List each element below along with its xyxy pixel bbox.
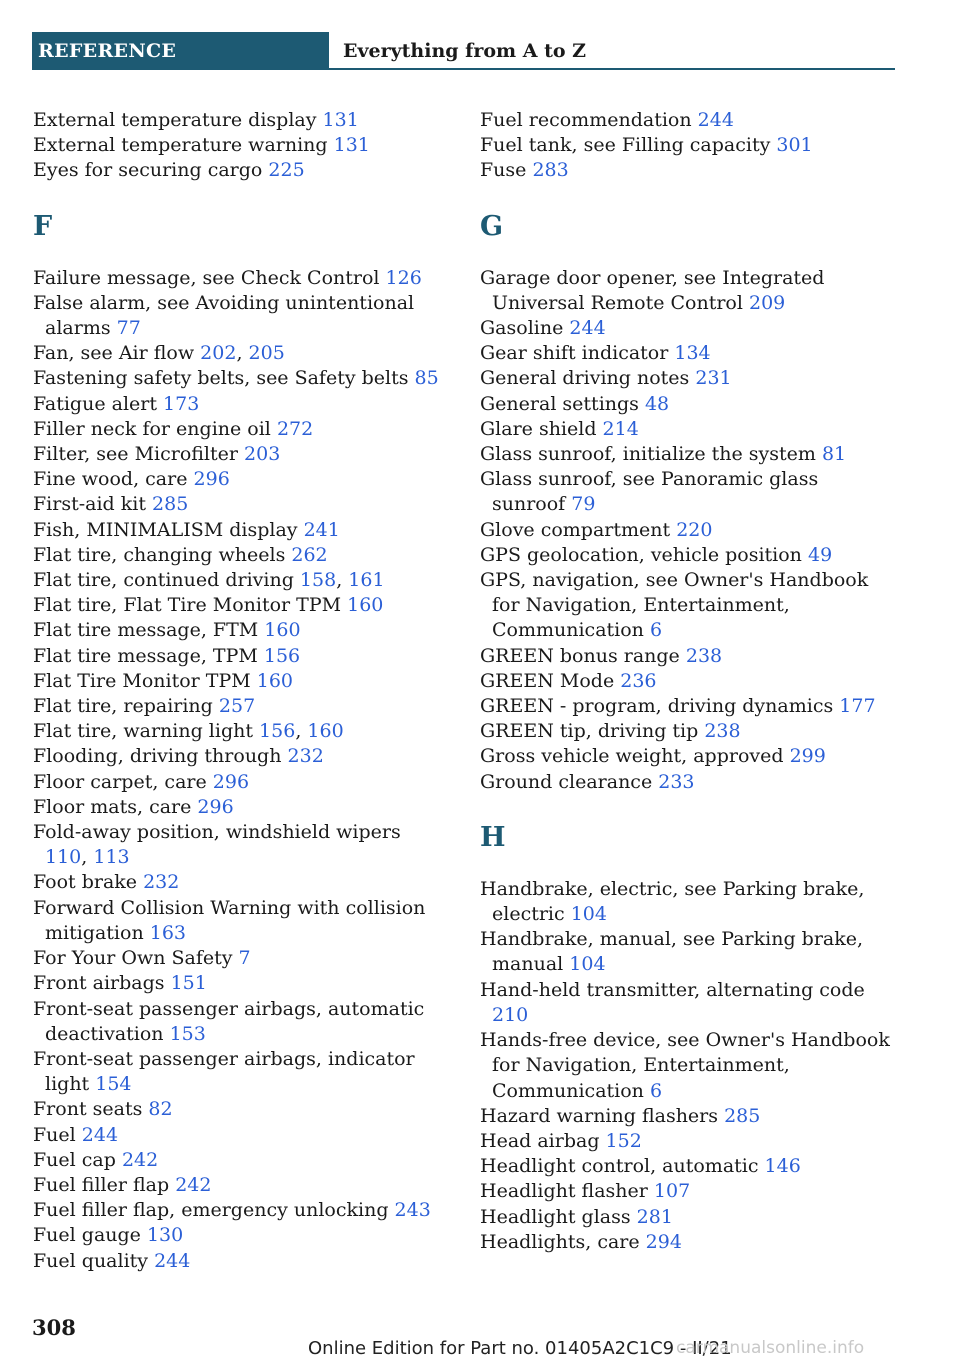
index-entry [480,543,895,568]
page-reference-link[interactable]: 146 [764,1155,801,1178]
index-entry: Fold-away position, windshield wipers 110, 113 [33,821,401,869]
page-number: 308 [32,1315,76,1340]
index-entry [33,618,448,643]
index-entry [33,417,448,442]
index-entry [33,291,448,341]
page-reference-link[interactable]: 173 [163,392,200,415]
index-entry-text: Fan, see Air flow [33,342,195,365]
index-entry [33,133,448,158]
page-reference-link[interactable]: 154 [95,1073,132,1096]
page-reference-link[interactable]: 281 [636,1205,673,1228]
header-title: Everything from A to Z [343,40,587,62]
index-entry [33,593,448,618]
index-entry-text: Hand-held transmitter, alternating code [480,978,865,1001]
page-reference-link[interactable]: 220 [676,518,713,541]
index-entry-text: Fuel filler flap [33,1173,170,1196]
page-reference-link[interactable]: 82 [148,1098,173,1121]
index-entry [33,795,448,820]
index-entry [480,1205,895,1230]
index-entry [480,108,895,133]
index-entry-text: Fuel gauge [33,1224,141,1247]
page-header [32,32,895,70]
index-entry-text: Flat tire, warning light [33,720,253,743]
page-reference-link[interactable]: 151 [170,972,207,995]
index-entry [33,744,448,769]
index-entry-text: GREEN Mode [480,669,615,692]
index-entry [480,1230,895,1255]
index-entry-text: Flat Tire Monitor TPM [33,669,251,692]
index-entry-text: GREEN - program, driving dynamics [480,695,834,718]
index-entry [480,694,895,719]
index-entry [480,744,895,769]
page-reference-link[interactable]: 134 [674,342,711,365]
index-entry [480,133,895,158]
index-entry [480,467,895,517]
index-entry-text: Fuel filler flap, emergency unlocking [33,1199,389,1222]
page-reference-link[interactable]: 242 [121,1148,159,1171]
index-entry-text: Fine wood, care [33,468,188,491]
index-entry-text: External temperature warning [33,134,328,157]
index-entry-text: GREEN bonus range [480,644,680,667]
index-entry-text: Ground clearance [480,770,653,793]
page-reference-link[interactable]: 161 [348,569,385,592]
index-entry-text: First-aid kit [33,493,146,516]
index-entry-text: Flat tire message, FTM [33,619,259,642]
index-entry-text: For Your Own Safety [33,947,233,970]
index-entry-text: Headlight glass [480,1205,631,1228]
page-reference-link[interactable]: 130 [146,1224,184,1247]
index-entry [33,442,448,467]
page-reference-link[interactable]: 49 [807,543,833,566]
index-entry [33,669,448,694]
page-reference-link[interactable]: 241 [303,518,340,541]
page-reference-link[interactable]: 110 [45,846,82,869]
index-entry-text: Fatigue alert [33,392,157,415]
index-entry [33,392,448,417]
index-entry: Flat tire, warning light 156, 160 [33,720,344,743]
index-entry-text: Hazard warning flashers [480,1104,719,1127]
index-entry-text: Fold-away position, windshield wipers [33,821,401,844]
index-entry [33,1249,448,1274]
index-entry [33,492,448,517]
page-reference-link[interactable]: 257 [218,695,256,718]
index-entry [33,518,448,543]
page-reference-link[interactable]: 202 [200,342,237,365]
index-entry-text: Headlight control, automatic [480,1155,759,1178]
page-reference-link[interactable]: 113 [93,846,130,869]
index-entry-text: GPS, navigation, see Owner's Handbook for Navigation, Entertainment, Communication [480,569,869,642]
index-entry-text: Glare shield [480,417,597,440]
index-entry [480,1179,895,1204]
page-reference-link[interactable]: 131 [322,109,359,131]
index-entry [33,467,448,492]
index-entry [480,1028,895,1104]
page-reference-link[interactable]: 177 [839,695,876,718]
index-entry-text: Glass sunroof, initialize the system [480,443,816,466]
index-entry [480,669,895,694]
page-reference-link[interactable]: 244 [81,1123,119,1146]
index-entry-text: Floor carpet, care [33,770,207,793]
index-entry [33,694,448,719]
index-entry-text: External temperature display [33,109,317,131]
page-reference-link[interactable]: 242 [175,1173,212,1196]
index-entry-text: Front-seat passenger airbags, indicator light [33,1047,415,1096]
index-entry-text: Headlights, care [480,1230,640,1253]
section-label: REFERENCE [32,32,329,70]
index-entry [480,417,895,442]
index-entry [480,366,895,391]
watermark: carmanualsonline.info [676,1338,865,1358]
page-reference-link[interactable]: 160 [347,594,384,617]
index-entry-text: Eyes for securing cargo [33,159,263,182]
index-entry [480,316,895,341]
index-entry-text: Flat tire, Flat Tire Monitor TPM [33,594,342,617]
index-entry [33,1097,448,1122]
page-reference-link[interactable]: 79 [571,493,596,516]
page-reference-link[interactable]: 238 [704,720,741,743]
page-reference-link[interactable]: 232 [143,871,180,894]
page-reference-link[interactable]: 107 [653,1180,691,1203]
page-reference-link[interactable]: 285 [724,1104,761,1127]
page-reference-link[interactable]: 209 [749,291,786,314]
index-entry-text: Filter, see Microfilter [33,443,238,466]
index-entry [480,927,895,977]
index-entry-text: Fastening safety belts, see Safety belts [33,367,409,390]
index-entry-text: Failure message, see Check Control [33,266,380,289]
page-reference-link[interactable]: 153 [169,1022,206,1045]
index-entry [33,266,448,291]
index-entry-text: Fuel cap [33,1148,116,1171]
page-reference-link[interactable]: 160 [264,619,301,642]
index-column-right [480,108,895,1255]
index-entry-text: Forward Collision Warning with collision mitigation [33,896,426,944]
index-entry-text: Fuel quality [33,1249,149,1272]
index-letter-heading: H [480,821,506,853]
index-entry-text: Fuel tank, see Filling capacity [480,134,771,157]
index-entry [33,108,448,133]
index-entry-text: GPS geolocation, vehicle position [480,543,802,566]
page-reference-link[interactable]: 205 [248,342,285,365]
index-entry [480,1129,895,1154]
index-entry [33,158,448,183]
index-entry [33,770,448,795]
index-entry-text: Flat tire message, TPM [33,644,258,667]
index-entry [33,1047,448,1097]
page-reference-link[interactable]: 210 [492,1003,529,1026]
index-entry [480,392,895,417]
index-entry [480,877,895,927]
index-entry-text: Handbrake, manual, see Parking brake, manual [480,928,864,976]
index-entry-text: Garage door opener, see Integrated Universal Remote Control [480,266,825,314]
index-entry [480,978,895,1028]
index-entry-text: Fish, MINIMALISM display [33,518,298,541]
page-reference-link[interactable]: 299 [789,745,826,768]
page-reference-link[interactable]: 244 [569,317,606,340]
page-reference-link[interactable]: 81 [821,443,847,466]
index-entry [480,341,895,366]
index-entry [33,366,448,391]
page-reference-link[interactable]: 7 [238,947,251,970]
page-reference-link[interactable]: 160 [256,669,294,692]
page-reference-link[interactable]: 294 [645,1230,682,1253]
index-entry-text: Front seats [33,1098,143,1121]
index-entry [480,1104,895,1129]
page-reference-link[interactable]: 243 [394,1199,431,1222]
index-entry-text: Glove compartment [480,518,671,541]
page-reference-link[interactable]: 6 [649,1079,663,1102]
index-letter-heading: F [33,210,53,242]
index-entry-text: Gear shift indicator [480,342,669,365]
index-entry [33,971,448,996]
index-entry [33,1148,448,1173]
index-entry-text: GREEN tip, driving tip [480,720,699,743]
page-reference-link[interactable]: 156 [259,720,296,743]
page-reference-link[interactable]: 163 [149,921,186,944]
page-reference-link[interactable]: 126 [385,266,422,289]
index-entry [480,719,895,744]
edition-note: Online Edition for Part no. 01405A2C1C9 - II/21 [308,1338,732,1359]
index-entry-text: Flat tire, changing wheels [33,543,286,566]
index-column-left [33,108,448,1274]
page-reference-link[interactable]: 214 [602,417,639,440]
index-entry [33,870,448,895]
page-reference-link[interactable]: 262 [291,543,328,566]
index-entry-text: Floor mats, care [33,795,192,818]
page-reference-link[interactable]: 296 [212,770,250,793]
page-reference-link[interactable]: 272 [276,417,314,440]
page-reference-link[interactable]: 152 [605,1129,642,1152]
index-entry [33,1123,448,1148]
page-reference-link[interactable]: 244 [697,109,734,131]
page-reference-link[interactable]: 104 [569,953,606,976]
index-entry [480,770,895,795]
index-entry-text: Gross vehicle weight, approved [480,745,784,768]
index-entry [480,518,895,543]
index-entry [480,568,895,644]
index-entry [33,946,448,971]
index-entry-text: Head airbag [480,1129,600,1152]
page-reference-link[interactable]: 158 [299,569,337,592]
index-entry: Fan, see Air flow 202, 205 [33,342,285,365]
page-reference-link[interactable]: 283 [532,159,569,182]
index-entry-text: Filler neck for engine oil [33,417,271,440]
page-reference-link[interactable]: 48 [644,392,670,415]
page-reference-link[interactable]: 85 [414,367,439,390]
index-letter-heading: G [480,210,504,242]
page-reference-link[interactable]: 233 [658,770,695,793]
page-reference-link[interactable]: 160 [307,720,344,743]
page-reference-link[interactable]: 77 [116,317,141,340]
index-entry-text: Headlight flasher [480,1180,648,1203]
page-reference-link[interactable]: 6 [649,619,663,642]
page-reference-link[interactable]: 104 [570,903,607,926]
page-reference-link[interactable]: 285 [152,493,189,516]
page-reference-link[interactable]: 131 [333,134,370,157]
index-entry-text: Flooding, driving through [33,745,282,768]
page-reference-link[interactable]: 244 [154,1249,191,1272]
page-reference-link[interactable]: 296 [193,468,230,491]
index-entry [33,644,448,669]
index-entry-text: Flat tire, continued driving [33,569,294,592]
page-reference-link[interactable]: 225 [268,159,305,182]
index-entry [480,266,895,316]
index-entry-text: General settings [480,392,639,415]
index-entry-text: Flat tire, repairing [33,695,213,718]
index-entry-text: Fuel recommendation [480,109,692,131]
index-entry [480,442,895,467]
index-entry-text: False alarm, see Avoiding unintentional alarms [33,291,415,340]
index-entry [33,543,448,568]
page-reference-link[interactable]: 156 [263,644,301,667]
index-entry-text: General driving notes [480,367,690,390]
page-reference-link[interactable]: 231 [695,367,732,390]
index-entry-text: Foot brake [33,871,138,894]
index-entry-text: Handbrake, electric, see Parking brake, electric [480,877,865,926]
index-entry-text: Gasoline [480,317,564,340]
index-entry [33,1198,448,1223]
index-entry [33,997,448,1047]
index-entry [33,1173,448,1198]
index-entry-text: Front airbags [33,972,165,995]
page-reference-link[interactable]: 236 [620,669,657,692]
index-entry: Flat tire, continued driving 158, 161 [33,569,385,592]
index-entry [33,1223,448,1248]
page-reference-link[interactable]: 232 [287,745,324,768]
index-entry-text: Hands-free device, see Owner's Handbook for Navigation, Entertainment, Communication [480,1029,890,1102]
page-reference-link[interactable]: 238 [685,644,723,667]
index-entry [480,158,895,183]
page-reference-link[interactable]: 301 [776,134,813,157]
index-entry [480,1154,895,1179]
index-entry [33,896,448,946]
page-reference-link[interactable]: 296 [197,795,234,818]
index-entry [480,644,895,669]
index-entry-text: Front-seat passenger airbags, automatic deactivation [33,997,425,1045]
index-entry-text: Fuse [480,159,527,182]
index-entry-text: Glass sunroof, see Panoramic glass sunroof [480,468,819,516]
page-reference-link[interactable]: 203 [244,443,281,466]
index-entry-text: Fuel [33,1123,76,1146]
